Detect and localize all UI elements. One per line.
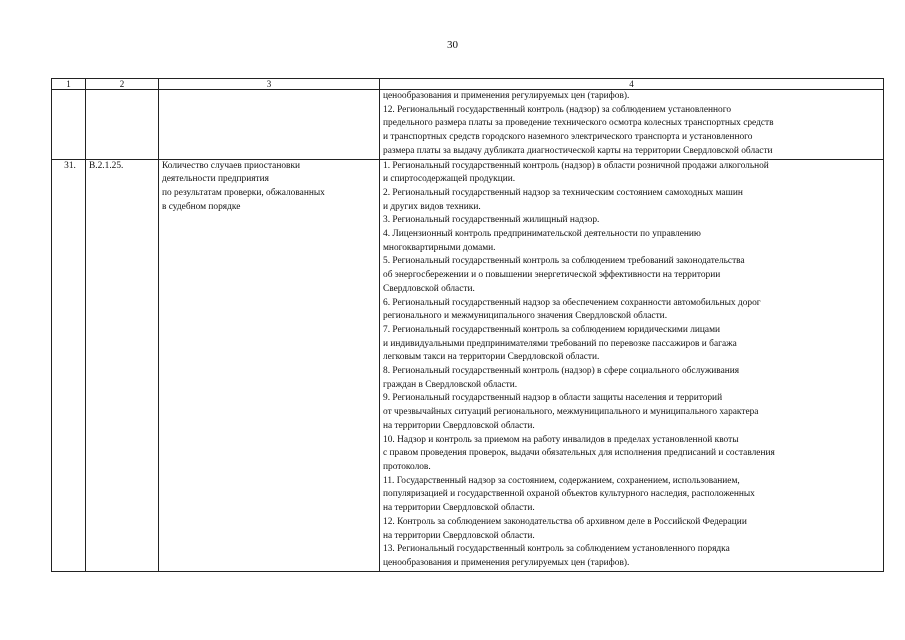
text-line: и спиртосодержащей продукции.: [383, 174, 516, 185]
cell-empty: [159, 90, 380, 160]
text-line: легковым такси на территории Свердловской области.: [383, 352, 600, 363]
text-line: в судебном порядке: [162, 201, 241, 212]
text-line: 12. Региональный государственный контроль (надзор) за соблюдением установленного: [383, 104, 732, 115]
table-row-31: [52, 159, 884, 571]
text-line: Количество случаев приостановки: [162, 160, 301, 171]
header-cell-1: 1: [52, 79, 86, 90]
text-line: деятельности предприятия: [162, 174, 269, 185]
text-line: 10. Надзор и контроль за приемом на работу инвалидов в пределах установленной квоты: [383, 434, 739, 445]
table-header-row: [52, 79, 884, 90]
text-line: граждан в Свердловской области.: [383, 379, 518, 390]
text-line: предельного размера платы за проведение технического осмотра колесных транспортных средств: [383, 118, 774, 129]
text-line: 9. Региональный государственный надзор в области защиты населения и территорий: [383, 393, 723, 404]
text-line: 12. Контроль за соблюдением законодательства об архивном деле в Российской Федерации: [383, 516, 747, 527]
text-line: на территории Свердловской области.: [383, 503, 535, 514]
text-line: и индивидуальными предпринимателями требований по перевозке пассажиров и багажа: [383, 338, 737, 349]
text-line: об энергосбережении и о повышении энергетической эффективности на территории: [383, 270, 721, 281]
text-line: ценообразования и применения регулируемых цен (тарифов).: [383, 91, 630, 101]
text-line: и других видов техники.: [383, 201, 481, 212]
header-cell-3: 3: [159, 79, 380, 90]
cell-empty: [86, 90, 159, 160]
text-line: 2. Региональный государственный надзор за техническим состоянием самоходных машин: [383, 187, 743, 198]
text-line: ценообразования и применения регулируемых цен (тарифов).: [383, 557, 630, 568]
table-row-continuation: [52, 90, 884, 160]
header-cell-4: 4: [380, 79, 884, 90]
text-line: 1. Региональный государственный контроль (надзор) в области розничной продажи алкогольной: [383, 160, 769, 171]
indicator-table: [51, 78, 884, 572]
indicator-code: В.2.1.25.: [86, 159, 159, 571]
page-number: 30: [447, 39, 458, 51]
text-line: протоколов.: [383, 461, 431, 472]
row-number: 31.: [52, 159, 86, 571]
header-cell-2: 2: [86, 79, 159, 90]
text-line: от чрезвычайных ситуаций регионального, межмуниципального и муниципального характера: [383, 407, 759, 418]
text-line: популяризацией и государственной охраной объектов культурного наследия, расположенных: [383, 489, 755, 500]
cell-activities: [380, 159, 884, 571]
text-line: на территории Свердловской области.: [383, 530, 535, 541]
text-line: 13. Региональный государственный контроль за соблюдением установленного порядка: [383, 544, 730, 555]
indicator-description: [159, 159, 380, 571]
text-line: регионального и межмуниципального значения Свердловской области.: [383, 311, 668, 322]
text-line: Свердловской области.: [383, 283, 475, 294]
text-line: 4. Лицензионный контроль предпринимательской деятельности по управлению: [383, 229, 701, 240]
cell-empty: [52, 90, 86, 160]
text-line: многоквартирными домами.: [383, 242, 496, 253]
text-line: 5. Региональный государственный контроль за соблюдением требований законодательства: [383, 256, 745, 267]
text-line: 7. Региональный государственный контроль за соблюдением юридическими лицами: [383, 324, 721, 335]
text-line: 3. Региональный государственный жилищный надзор.: [383, 215, 600, 226]
text-line: с правом проведения проверок, выдачи обязательных для исполнения предписаний и составления: [383, 448, 775, 459]
text-line: 8. Региональный государственный контроль (надзор) в сфере социального обслуживания: [383, 366, 740, 377]
cell-activities-continued: [380, 90, 884, 160]
text-line: по результатам проверки, обжалованных: [162, 187, 325, 198]
text-line: размера платы за выдачу дубликата диагностической карты на территории Свердловской области: [383, 145, 773, 156]
text-line: и транспортных средств городского наземного электрического транспорта и установленного: [383, 132, 753, 143]
text-line: на территории Свердловской области.: [383, 420, 535, 431]
text-line: 11. Государственный надзор за состоянием, содержанием, сохранением, использованием,: [383, 475, 740, 486]
text-line: 6. Региональный государственный надзор за обеспечением сохранности автомобильных дорог: [383, 297, 761, 308]
